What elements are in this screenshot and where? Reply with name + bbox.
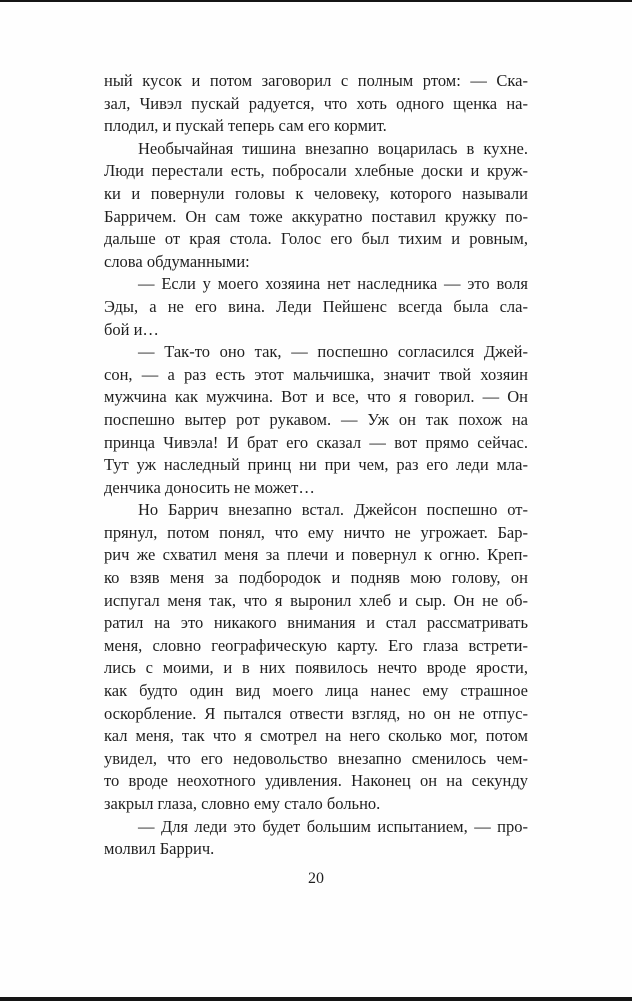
text-line: ки и повернули головы к человеку, которого называли bbox=[104, 183, 528, 203]
text-line: закрыл глаза, словно ему стало больно. bbox=[104, 794, 381, 813]
page-edge-bottom bbox=[0, 997, 632, 1001]
text-line: меня, словно географическую карту. Его глаза встрети- bbox=[104, 635, 528, 655]
text-line: то вроде неохотного удивления. Наконец он на секунду bbox=[104, 771, 528, 791]
text-line: мужчина как мужчина. Вот и все, что я говорил. — Он bbox=[104, 387, 528, 407]
paragraph bbox=[104, 70, 528, 138]
text-line: кал меня, так что я смотрел на него сколько мог, потом bbox=[104, 726, 528, 746]
text-line: зал, Чивэл пускай радуется, что хоть одного щенка на- bbox=[104, 93, 528, 113]
text-line: сон, — а раз есть этот мальчишка, значит твой хозяин bbox=[104, 364, 528, 384]
text-line: оскорбление. Я пытался отвести взгляд, но он не отпус- bbox=[104, 703, 528, 723]
text-line: ный кусок и потом заговорил с полным ртом: — Ска- bbox=[104, 71, 528, 90]
paragraph bbox=[104, 499, 528, 815]
text-line: принца Чивэла! И брат его сказал — вот прямо сейчас. bbox=[104, 432, 528, 452]
text-line: слова обдуманными: bbox=[104, 251, 250, 271]
text-line: — Если у моего хозяина нет наследника — это воля bbox=[138, 274, 528, 294]
text-line: испугал меня так, что я выронил хлеб и сыр. Он не об- bbox=[104, 590, 528, 610]
text-line: молвил Баррич. bbox=[104, 839, 215, 859]
text-block bbox=[104, 70, 528, 890]
text-line: — Так-то оно так, — поспешно согласился Джей- bbox=[138, 342, 528, 362]
text-line: Люди перестали есть, побросали хлебные доски и круж- bbox=[104, 161, 528, 181]
text-line: бой и… bbox=[104, 319, 159, 339]
text-line: Но Баррич внезапно встал. Джейсон поспешно от- bbox=[138, 500, 528, 520]
text-line: ко взяв меня за подбородок и подняв мою голову, он bbox=[104, 568, 528, 588]
paragraph bbox=[104, 816, 528, 861]
text-line: прянул, потом понял, что ему ничто не угрожает. Бар- bbox=[104, 522, 528, 542]
text-line: Эды, а не его вина. Леди Пейшенс всегда была сла- bbox=[104, 296, 528, 316]
paragraph bbox=[104, 341, 528, 499]
text-line: рич же схватил меня за плечи и повернул к огню. Креп- bbox=[104, 545, 528, 565]
text-line: — Для леди это будет большим испытанием, — про- bbox=[138, 816, 528, 836]
text-line: Барричем. Он сам тоже аккуратно поставил кружку по- bbox=[104, 206, 528, 226]
text-line: Тут уж наследный принц ни при чем, раз его леди мла- bbox=[104, 455, 528, 475]
text-line: лись с моими, и в них появилось нечто вроде ярости, bbox=[104, 658, 528, 678]
text-line: Необычайная тишина внезапно воцарилась в кухне. bbox=[138, 138, 528, 158]
text-line: дальше от края стола. Голос его был тихим и ровным, bbox=[104, 229, 528, 249]
paragraph bbox=[104, 138, 528, 274]
text-line: поспешно вытер рот рукавом. — Уж он так похож на bbox=[104, 409, 528, 429]
page-edge-top bbox=[0, 0, 632, 2]
text-line: как будто один вид моего лица нанес ему страшное bbox=[104, 681, 528, 701]
page-number: 20 bbox=[308, 869, 324, 887]
text-line: плодил, и пускай теперь сам его кормит. bbox=[104, 116, 387, 136]
paragraph bbox=[104, 273, 528, 341]
text-line: ратил на это никакого внимания и стал рассматривать bbox=[104, 613, 528, 633]
text-line: увидел, что его недовольство внезапно сменилось чем- bbox=[104, 748, 528, 768]
text-line: денчика доносить не может… bbox=[104, 477, 315, 497]
